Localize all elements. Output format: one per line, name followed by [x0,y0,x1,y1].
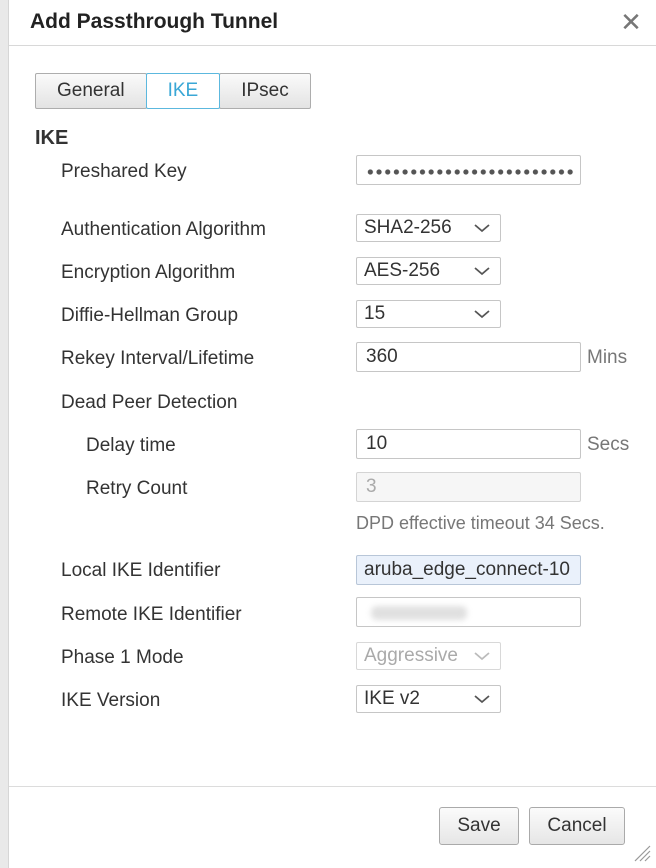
chevron-down-icon [473,265,491,277]
dialog-header [9,0,656,46]
retry-count-label: Retry Count [86,478,188,499]
rekey-label: Rekey Interval/Lifetime [61,348,255,369]
dpd-label: Dead Peer Detection [61,392,238,413]
delay-time-label: Delay time [86,435,176,456]
chevron-down-icon [473,693,491,705]
dh-group-select[interactable] [356,300,501,328]
auth-algorithm-label: Authentication Algorithm [61,219,266,240]
dh-group-label: Diffie-Hellman Group [61,305,239,326]
save-button[interactable]: Save [439,807,519,845]
dpd-timeout-hint: DPD effective timeout 34 Secs. [356,513,605,533]
tab-ike[interactable]: IKE [146,73,221,109]
phase1-mode-select [356,642,501,670]
password-mask [366,169,576,175]
delay-time-unit: Secs [587,434,630,455]
remote-ike-id-input[interactable] [356,597,581,627]
enc-algorithm-label: Encryption Algorithm [61,262,236,283]
preshared-key-input[interactable] [356,155,581,185]
tab-general[interactable]: General [35,73,147,109]
cancel-button[interactable]: Cancel [529,807,625,845]
chevron-down-icon [473,650,491,662]
local-ike-id-input[interactable]: aruba_edge_connect-10 [356,555,581,585]
tab-bar [35,73,310,109]
auth-algorithm-select[interactable] [356,214,501,242]
close-icon[interactable]: ✕ [620,7,642,37]
add-passthrough-tunnel-dialog [8,0,656,868]
resize-grip-icon[interactable] [631,842,651,862]
chevron-down-icon [473,222,491,234]
local-ike-id-label: Local IKE Identifier [61,560,221,581]
rekey-unit: Mins [587,347,628,368]
preshared-key-label: Preshared Key [61,161,187,182]
ike-version-select[interactable] [356,685,501,713]
enc-algorithm-select[interactable] [356,257,501,285]
enc-algorithm-value: AES-256 [364,260,441,281]
dialog-footer [9,786,656,868]
remote-ike-id-label: Remote IKE Identifier [61,604,242,625]
ike-version-value: IKE v2 [364,688,420,709]
chevron-down-icon [473,308,491,320]
dh-group-value: 15 [364,303,386,324]
phase1-mode-value: Aggressive [364,645,458,666]
section-title: IKE [35,127,69,149]
tab-ipsec[interactable]: IPsec [219,73,311,109]
auth-algorithm-value: SHA2-256 [364,217,452,238]
dialog-title: Add Passthrough Tunnel [30,10,279,33]
ike-version-label: IKE Version [61,690,161,711]
delay-time-input[interactable]: 10 [356,429,581,459]
redacted-value [371,606,467,620]
phase1-mode-label: Phase 1 Mode [61,647,184,668]
retry-count-input: 3 [356,472,581,502]
rekey-input[interactable]: 360 [356,342,581,372]
